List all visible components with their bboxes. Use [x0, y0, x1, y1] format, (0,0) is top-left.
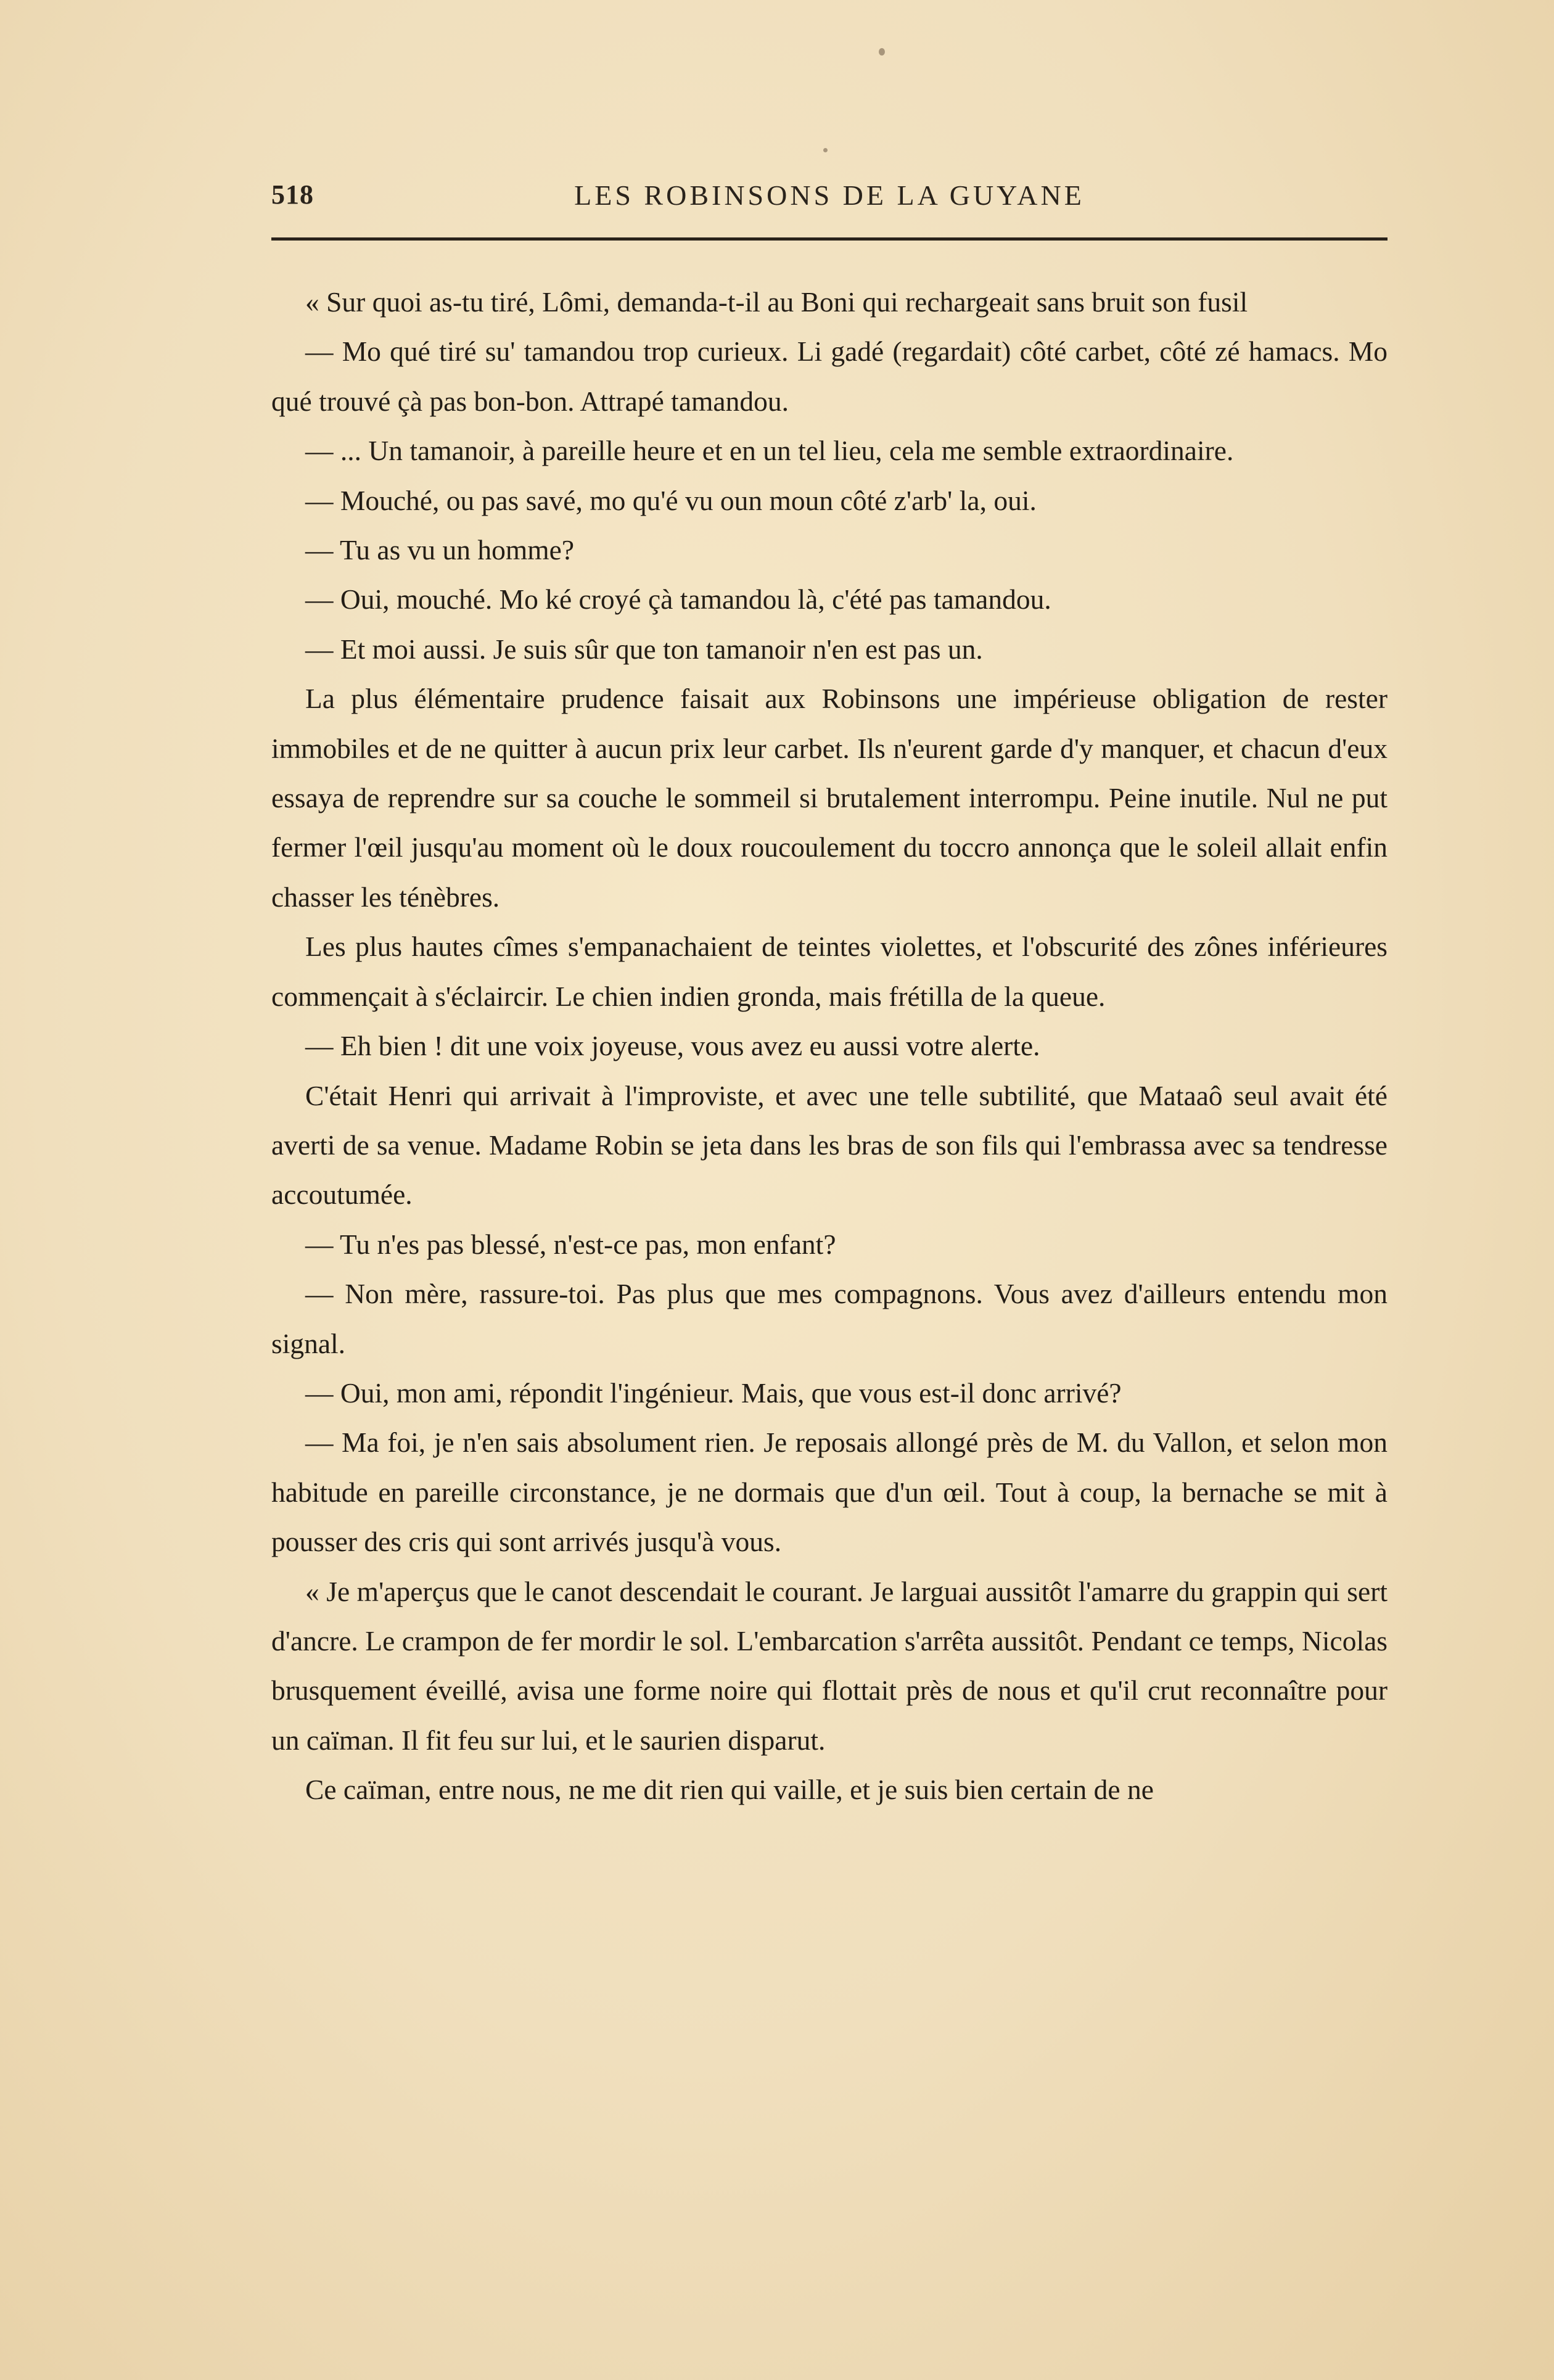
paragraph: Ce caïman, entre nous, ne me dit rien qui vaille, et je suis bien certain de ne	[305, 1774, 1154, 1806]
paragraph: Les plus hautes cîmes s'empanachaient de teintes violettes, et l'obscurité des zônes inférieures commençait à s'éclaircir. Le chien indien gronda, mais frétilla de la queue.	[271, 931, 1388, 1012]
paragraph: — ... Un tamanoir, à pareille heure et en un tel lieu, cela me semble extraordinaire.	[305, 435, 1234, 467]
page-text	[271, 278, 1388, 1815]
header-rule	[271, 237, 1388, 241]
paragraph: « Je m'aperçus que le canot descendait le courant. Je larguai aussitôt l'amarre du grappin qui sert d'ancre. Le crampon de fer mordir le sol. L'embarcation s'arrêta aussitôt. Pendant ce temps, Nicolas brusquement éveillé, avisa une forme noire qui flottait près de nous et qu'il crut reconnaître pour un caïman. Il fit feu sur lui, et le saurien disparut.	[271, 1575, 1388, 1756]
paragraph: — Tu n'es pas blessé, n'est-ce pas, mon enfant?	[305, 1228, 836, 1260]
paragraph: — Ma foi, je n'en sais absolument rien. Je reposais allongé près de M. du Vallon, et selon mon habitude en pareille circonstance, je ne dormais que d'un œil. Tout à coup, la bernache se mit à pousser des cris qui sont arrivés jusqu'à vous.	[271, 1427, 1388, 1558]
paragraph: — Non mère, rassure-toi. Pas plus que mes compagnons. Vous avez d'ailleurs entendu mon signal.	[271, 1278, 1388, 1359]
page-number: 518	[271, 179, 314, 210]
paragraph: « Sur quoi as-tu tiré, Lômi, demanda-t-il au Boni qui rechargeait sans bruit son fusil	[305, 286, 1248, 318]
ink-speck	[879, 48, 885, 56]
paragraph: La plus élémentaire prudence faisait aux Robinsons une impérieuse obligation de rester immobiles et de ne quitter à aucun prix leur carbet. Ils n'eurent garde d'y manquer, et chacun d'eux essaya de reprendre sur sa couche le sommeil si brutalement interrompu. Peine inutile. Nul ne put fermer l'œil jusqu'au moment où le doux roucoulement du toccro annonça que le soleil allait enfin chasser les ténèbres.	[271, 683, 1388, 913]
paragraph: — Oui, mon ami, répondit l'ingénieur. Mais, que vous est-il donc arrivé?	[305, 1377, 1122, 1409]
paragraph: — Mo qué tiré su' tamandou trop curieux. Li gadé (regardait) côté carbet, côté zé hamacs. Mo qué trouvé çà pas bon-bon. Attrapé tamandou.	[271, 336, 1388, 417]
running-title: LES ROBINSONS DE LA GUYANE	[574, 179, 1085, 211]
page-header	[271, 179, 1388, 216]
paragraph: — Tu as vu un homme?	[305, 534, 575, 566]
paragraph: — Mouché, ou pas savé, mo qu'é vu oun moun côté z'arb' la, oui.	[305, 484, 1037, 516]
paragraph: — Et moi aussi. Je suis sûr que ton tamanoir n'en est pas un.	[305, 633, 983, 665]
ink-speck	[823, 148, 828, 152]
paragraph: C'était Henri qui arrivait à l'improviste, et avec une telle subtilité, que Mataaô seul avait été averti de sa venue. Madame Robin se jeta dans les bras de son fils qui l'embrassa avec sa tendresse accoutumée.	[271, 1079, 1388, 1211]
paragraph: — Oui, mouché. Mo ké croyé çà tamandou là, c'été pas tamandou.	[305, 583, 1051, 616]
paragraph: — Eh bien ! dit une voix joyeuse, vous avez eu aussi votre alerte.	[305, 1030, 1040, 1062]
